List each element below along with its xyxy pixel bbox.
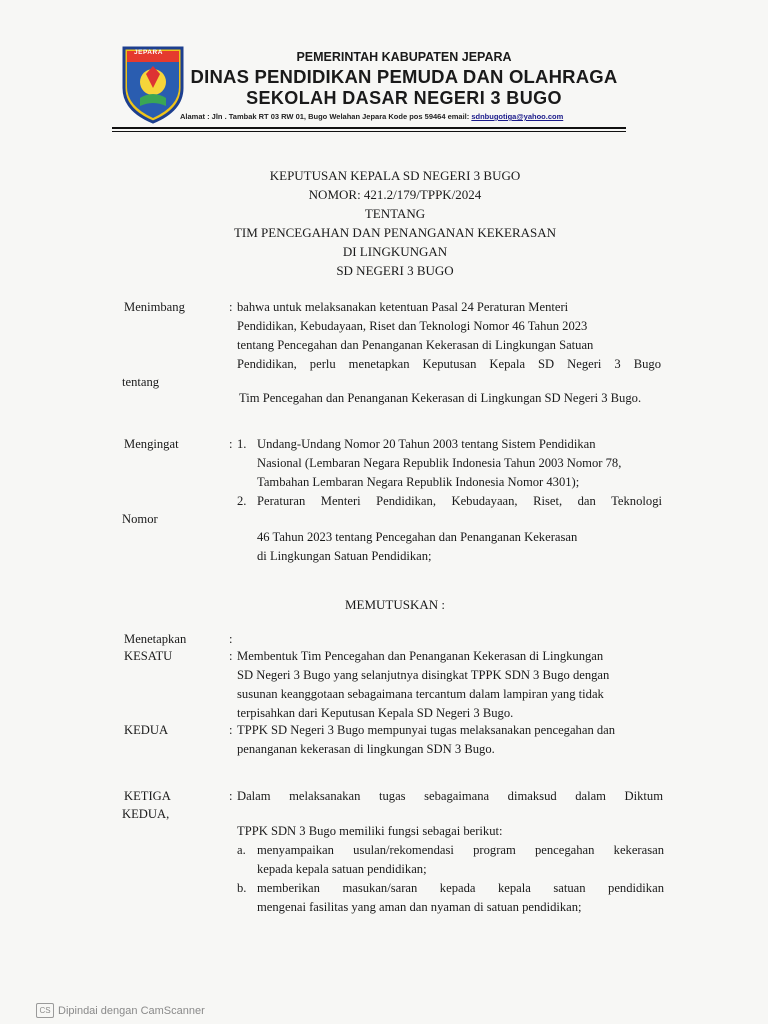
- ketiga-item-b-line-2: mengenai fasilitas yang aman dan nyaman di satuan pendidikan;: [257, 900, 582, 914]
- camscanner-icon: CS: [36, 1003, 54, 1018]
- menimbang-line-1: bahwa untuk melaksanakan ketentuan Pasal 24 Peraturan Menteri: [237, 300, 569, 314]
- menimbang-orphan: tentang: [122, 375, 160, 389]
- camscanner-watermark: [36, 1003, 205, 1018]
- mengingat-line-4: Peraturan Menteri Pendidikan, Kebudayaan, Riset, dan Teknologi: [257, 494, 662, 508]
- kedua-line-1: TPPK SD Negeri 3 Bugo mempunyai tugas melaksanakan pencegahan dan: [237, 723, 616, 737]
- kedua-colon: :: [229, 723, 233, 737]
- menimbang-colon: :: [229, 300, 233, 314]
- menimbang-line-2: Pendidikan, Kebudayaan, Riset dan Teknologi Nomor 46 Tahun 2023: [237, 319, 588, 333]
- kedua-line-2: penanganan kekerasan di lingkungan SDN 3 Bugo.: [237, 742, 495, 756]
- menetapkan-colon: :: [229, 632, 233, 646]
- ketiga-line-2: TPPK SDN 3 Bugo memiliki fungsi sebagai berikut:: [237, 824, 503, 838]
- kesatu-line-3: susunan keanggotaan sebagaimana tercantum dalam lampiran yang tidak: [237, 687, 604, 701]
- memutuskan-heading: MEMUTUSKAN :: [344, 597, 446, 612]
- letterhead-department: DINAS PENDIDIKAN PEMUDA DAN OLAHRAGA: [190, 66, 618, 87]
- decree-about: TENTANG: [364, 206, 426, 221]
- ketiga-item-a-marker: a.: [237, 843, 246, 857]
- mengingat-number-1: 1.: [237, 437, 247, 451]
- letterhead-rule-thin: [112, 131, 626, 132]
- kesatu-line-4: terpisahkan dari Keputusan Kepala SD Negeri 3 Bugo.: [237, 706, 514, 720]
- ketiga-colon: :: [229, 789, 233, 803]
- menimbang-line-5: Tim Pencegahan dan Penanganan Kekerasan di Lingkungan SD Negeri 3 Bugo.: [239, 391, 642, 405]
- decree-title: KEPUTUSAN KEPALA SD NEGERI 3 BUGO: [269, 168, 521, 183]
- mengingat-line-5: 46 Tahun 2023 tentang Pencegahan dan Penanganan Kekerasan: [257, 530, 578, 544]
- mengingat-line-2: Nasional (Lembaran Negara Republik Indonesia Tahun 2003 Nomor 78,: [257, 456, 622, 470]
- mengingat-line-1: Undang-Undang Nomor 20 Tahun 2003 tentang Sistem Pendidikan: [257, 437, 596, 451]
- letterhead-rule-thick: [112, 127, 626, 129]
- address-text: Alamat : Jln . Tambak RT 03 RW 01, Bugo Welahan Jepara Kode pos 59464 email:: [180, 112, 472, 121]
- letterhead-government: PEMERINTAH KABUPATEN JEPARA: [296, 50, 512, 64]
- ketiga-line-1: Dalam melaksanakan tugas sebagaimana dimaksud dalam Diktum: [237, 789, 663, 803]
- camscanner-text: Dipindai dengan CamScanner: [58, 1004, 205, 1017]
- letterhead-school: SEKOLAH DASAR NEGERI 3 BUGO: [246, 88, 562, 108]
- ketiga-item-a-line-2: kepada kepala satuan pendidikan;: [257, 862, 427, 876]
- email-link[interactable]: sdnbugotiga@yahoo.com: [471, 112, 564, 121]
- ketiga-item-b-line-1: memberikan masukan/saran kepada kepala satuan pendidikan: [257, 881, 664, 895]
- mengingat-number-2: 2.: [237, 494, 247, 508]
- kesatu-line-1: Membentuk Tim Pencegahan dan Penanganan Kekerasan di Lingkungan: [237, 649, 604, 663]
- menimbang-label: Menimbang: [124, 300, 185, 314]
- logo-label: JEPARA: [134, 49, 163, 56]
- decree-subject-3: SD NEGERI 3 BUGO: [336, 263, 454, 278]
- ketiga-label: KETIGA: [124, 789, 171, 803]
- kesatu-label: KESATU: [124, 649, 173, 663]
- menetapkan-label: Menetapkan: [124, 632, 187, 646]
- mengingat-colon: :: [229, 437, 233, 451]
- mengingat-line-3: Tambahan Lembaran Negara Republik Indonesia Nomor 4301);: [257, 475, 580, 489]
- decree-subject-1: TIM PENCEGAHAN DAN PENANGANAN KEKERASAN: [233, 225, 557, 240]
- ketiga-item-a-line-1: menyampaikan usulan/rekomendasi program pencegahan kekerasan: [257, 843, 664, 857]
- mengingat-orphan: Nomor: [122, 512, 158, 526]
- letterhead-address: [180, 112, 563, 121]
- kesatu-line-2: SD Negeri 3 Bugo yang selanjutnya disingkat TPPK SDN 3 Bugo dengan: [237, 668, 610, 682]
- ketiga-label-2: KEDUA,: [122, 807, 170, 821]
- kesatu-colon: :: [229, 649, 233, 663]
- decree-number: NOMOR: 421.2/179/TPPK/2024: [308, 187, 482, 202]
- ketiga-item-b-marker: b.: [237, 881, 247, 895]
- decree-subject-2: DI LINGKUNGAN: [342, 244, 448, 259]
- menimbang-line-3: tentang Pencegahan dan Penanganan Kekerasan di Lingkungan Satuan: [237, 338, 594, 352]
- mengingat-label: Mengingat: [124, 437, 179, 451]
- menimbang-line-4: Pendidikan, perlu menetapkan Keputusan Kepala SD Negeri 3 Bugo: [237, 357, 661, 371]
- mengingat-line-6: di Lingkungan Satuan Pendidikan;: [257, 549, 432, 563]
- kedua-label: KEDUA: [124, 723, 169, 737]
